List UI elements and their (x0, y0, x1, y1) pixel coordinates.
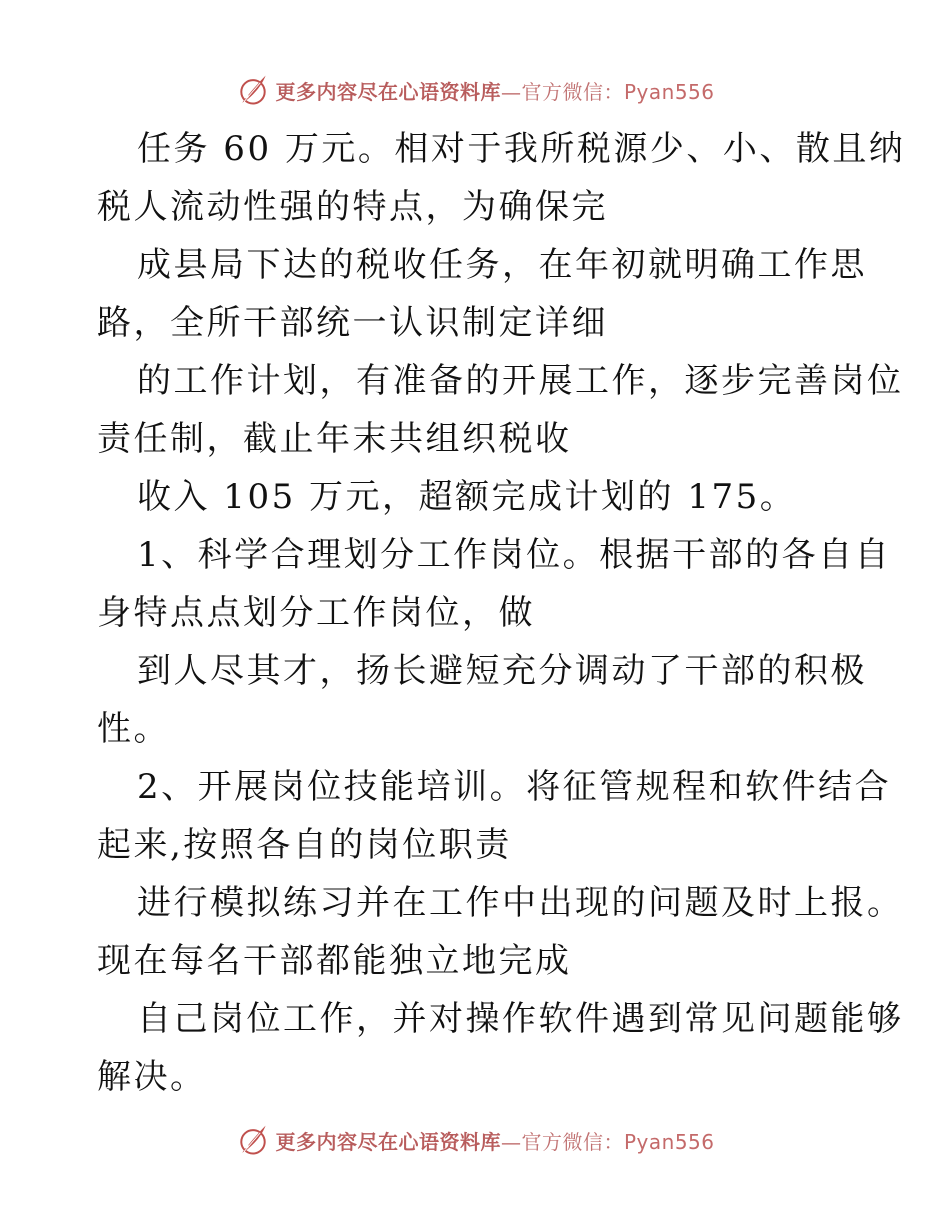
text-line: 2、开展岗位技能培训。将征管规程和软件结合 (137, 767, 892, 807)
banner-wechat-id: Pyan556 (623, 79, 715, 104)
feather-pen-logo-icon (235, 72, 271, 108)
text-line: 税人流动性强的特点，为确保完 (97, 187, 608, 227)
text-line: 现在每名干部都能独立地完成 (97, 941, 572, 981)
text-line: 性。 (97, 709, 170, 749)
header-banner (0, 70, 950, 110)
text-line: 身特点点划分工作岗位，做 (97, 593, 535, 633)
text-line: 自己岗位工作，并对操作软件遇到常见问题能够 (137, 999, 904, 1039)
text-line: 成县局下达的税收任务，在年初就明确工作思 (137, 245, 867, 285)
footer-banner (0, 1120, 950, 1160)
document-body (97, 120, 906, 1106)
text-line: 1、科学合理划分工作岗位。根据干部的各自自 (137, 535, 892, 575)
text-line: 起来,按照各自的岗位职责 (97, 825, 512, 865)
banner-site-text: 更多内容尽在心语资料库 (275, 79, 501, 104)
banner-wechat-id: Pyan556 (623, 1129, 715, 1154)
text-line: 进行模拟练习并在工作中出现的问题及时上报。 (137, 883, 904, 923)
text-line: 的工作计划，有准备的开展工作，逐步完善岗位 (137, 361, 904, 401)
banner-official-text: 官方微信： (521, 1129, 624, 1154)
banner-dash: — (500, 79, 522, 104)
text-line: 责任制，截止年末共组织税收 (97, 419, 572, 459)
banner-official-text: 官方微信： (521, 79, 624, 104)
banner-site-text: 更多内容尽在心语资料库 (275, 1129, 501, 1154)
text-line: 到人尽其才，扬长避短充分调动了干部的积极 (137, 651, 867, 691)
text-line: 解决。 (97, 1057, 207, 1097)
text-line: 任务 60 万元。相对于我所税源少、小、散且纳 (137, 129, 906, 169)
banner-dash: — (500, 1129, 522, 1154)
feather-pen-logo-icon (235, 1122, 271, 1158)
banner-text (275, 1126, 714, 1155)
text-line: 收入 105 万元，超额完成计划的 175。 (137, 477, 797, 517)
banner-text (275, 76, 714, 105)
text-line: 路，全所干部统一认识制定详细 (97, 303, 608, 343)
